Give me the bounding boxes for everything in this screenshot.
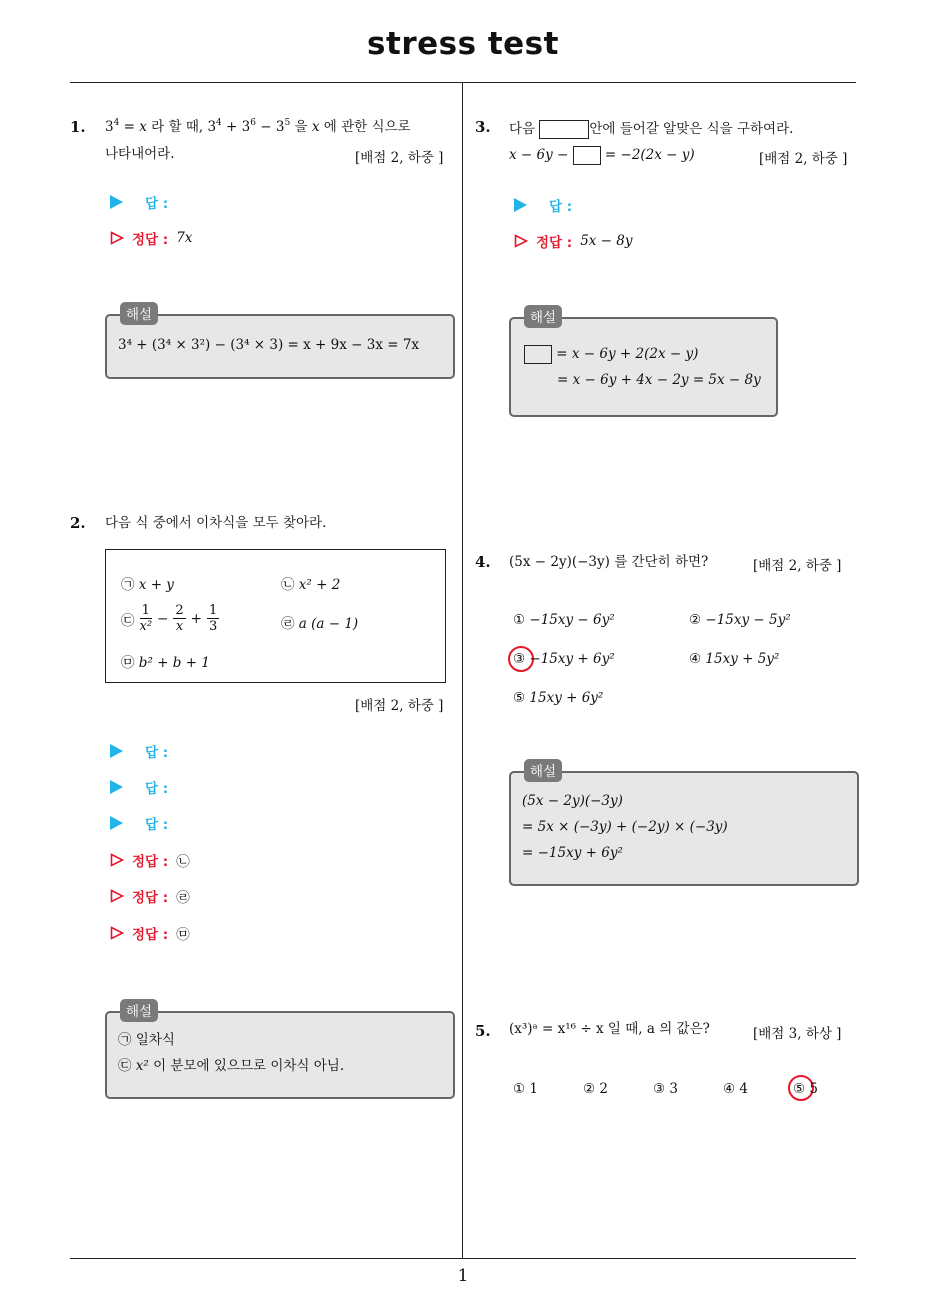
question-3-equation: x − 6y − = −2(2x − y) (509, 147, 695, 163)
question-4-text: (5x − 2y)(−3y) 를 간단히 하면? (509, 554, 709, 570)
triangle-outline-icon (110, 889, 124, 903)
answer-label: 답 : (145, 745, 169, 761)
question-3-explanation-line-1: = x − 6y + 2(2x − y) (524, 341, 698, 367)
question-4-option-1[interactable]: ① −15xy − 6y² (513, 612, 615, 628)
explanation-tag: 해설 (524, 305, 562, 328)
correct-value: 5x − 8y (580, 233, 633, 249)
question-1-text: $3^4 = x$ 라 할 때, $3^4 + 3^6 - 3^5$ 을 x 에 관한 식으로 (105, 118, 411, 135)
question-1-text-line2: 나타내어라. (105, 146, 175, 162)
blank-box (524, 345, 552, 364)
triangle-filled-icon (110, 780, 123, 794)
question-2-answer-line-3 (110, 813, 168, 833)
question-3-explanation-line-2: = x − 6y + 4x − 2y = 5x − 8y (557, 372, 761, 388)
correct-value: ㉡ (176, 854, 190, 870)
triangle-filled-icon (110, 816, 123, 830)
correct-label: 정답 : (132, 890, 169, 906)
correct-label: 정답 : (536, 235, 573, 251)
question-3-text: 다음 안에 들어갈 알맞은 식을 구하여라. (509, 121, 794, 137)
correct-value: ㉤ (176, 927, 190, 943)
triangle-filled-icon (110, 744, 123, 758)
choice-5: ㉤ b² + b + 1 (121, 655, 210, 671)
question-4-meta: [배점 2, 하중 ] (753, 558, 842, 574)
column-divider (462, 83, 463, 1259)
triangle-outline-icon (514, 234, 528, 248)
correct-value: ㉣ (176, 890, 190, 906)
answer-label: 답 : (549, 199, 573, 215)
question-2-text: 다음 식 중에서 이차식을 모두 찾아라. (105, 515, 327, 531)
question-4-option-5[interactable]: ⑤ 15xy + 6y² (513, 690, 604, 706)
page-number: 1 (457, 1266, 469, 1286)
correct-label: 정답 : (132, 232, 169, 248)
question-1-correct-line (110, 228, 192, 248)
question-5-text: (x³)ᵃ = x¹⁶ ÷ x 일 때, a 의 값은? (509, 1021, 710, 1037)
explanation-tag: 해설 (120, 302, 158, 325)
choice-3: ㉢ $\frac{1}{\text{x²}}$ − $\frac{2}{x}$ + $\frac{1}{3}$ (121, 603, 218, 634)
question-4-explanation-line-3: = −15xy + 6y² (522, 845, 623, 861)
question-5-option-3[interactable]: ③ 3 (653, 1081, 678, 1097)
question-1-explanation: 3⁴ + (3⁴ × 3²) − (3⁴ × 3) = x + 9x − 3x = 7x (118, 337, 420, 353)
question-3-answer-line (514, 195, 572, 215)
triangle-outline-icon (110, 926, 124, 940)
question-4-explanation-line-1: (5x − 2y)(−3y) (522, 793, 623, 809)
choice-4: ㉣ a (a − 1) (281, 616, 359, 632)
question-3-correct-line (514, 231, 633, 251)
answer-label: 답 : (145, 781, 169, 797)
triangle-outline-icon (110, 231, 124, 245)
question-5-option-1[interactable]: ① 1 (513, 1081, 538, 1097)
question-3-number: 3. (475, 118, 491, 136)
explanation-tag: 해설 (120, 999, 158, 1022)
question-1-answer-line (110, 192, 168, 212)
blank-box (539, 120, 589, 139)
choice-2: ㉡ x² + 2 (281, 577, 341, 593)
question-2-explanation-line-1: ㉠ 일차식 (118, 1032, 175, 1048)
question-4-option-3[interactable]: ③ −15xy + 6y² (513, 651, 615, 667)
question-2-answer-line-2 (110, 777, 168, 797)
correct-label: 정답 : (132, 927, 169, 943)
question-5-option-2[interactable]: ② 2 (583, 1081, 608, 1097)
explanation-tag: 해설 (524, 759, 562, 782)
question-5-option-5[interactable]: ⑤ 5 (793, 1081, 818, 1097)
triangle-filled-icon (110, 195, 123, 209)
question-4-explanation-line-2: = 5x × (−3y) + (−2y) × (−3y) (522, 819, 728, 835)
triangle-filled-icon (514, 198, 527, 212)
question-4-option-2[interactable]: ② −15xy − 5y² (689, 612, 791, 628)
page-title: stress test (367, 26, 559, 62)
correct-label: 정답 : (132, 854, 169, 870)
question-2-answer-line-1 (110, 741, 168, 761)
question-2-correct-line-1 (110, 850, 190, 870)
question-2-explanation-line-2: ㉢ x² 이 분모에 있으므로 이차식 아님. (118, 1058, 345, 1074)
question-2-correct-line-3 (110, 923, 190, 943)
question-2-meta: [배점 2, 하중 ] (355, 698, 444, 714)
question-4-number: 4. (475, 553, 491, 571)
question-5-meta: [배점 3, 하상 ] (753, 1026, 842, 1042)
footer-rule (70, 1258, 856, 1259)
question-4-option-4[interactable]: ④ 15xy + 5y² (689, 651, 780, 667)
question-1-number: 1. (70, 118, 86, 136)
question-2-number: 2. (70, 514, 86, 532)
question-3-meta: [배점 2, 하중 ] (759, 151, 848, 167)
answer-label: 답 : (145, 817, 169, 833)
question-5-number: 5. (475, 1022, 491, 1040)
question-5-option-4[interactable]: ④ 4 (723, 1081, 748, 1097)
blank-box (573, 146, 601, 165)
triangle-outline-icon (110, 853, 124, 867)
answer-label: 답 : (145, 196, 169, 212)
choice-1: ㉠ x + y (121, 577, 174, 593)
question-2-correct-line-2 (110, 886, 190, 906)
question-1-meta: [배점 2, 하중 ] (355, 150, 444, 166)
correct-value: 7x (176, 230, 193, 246)
